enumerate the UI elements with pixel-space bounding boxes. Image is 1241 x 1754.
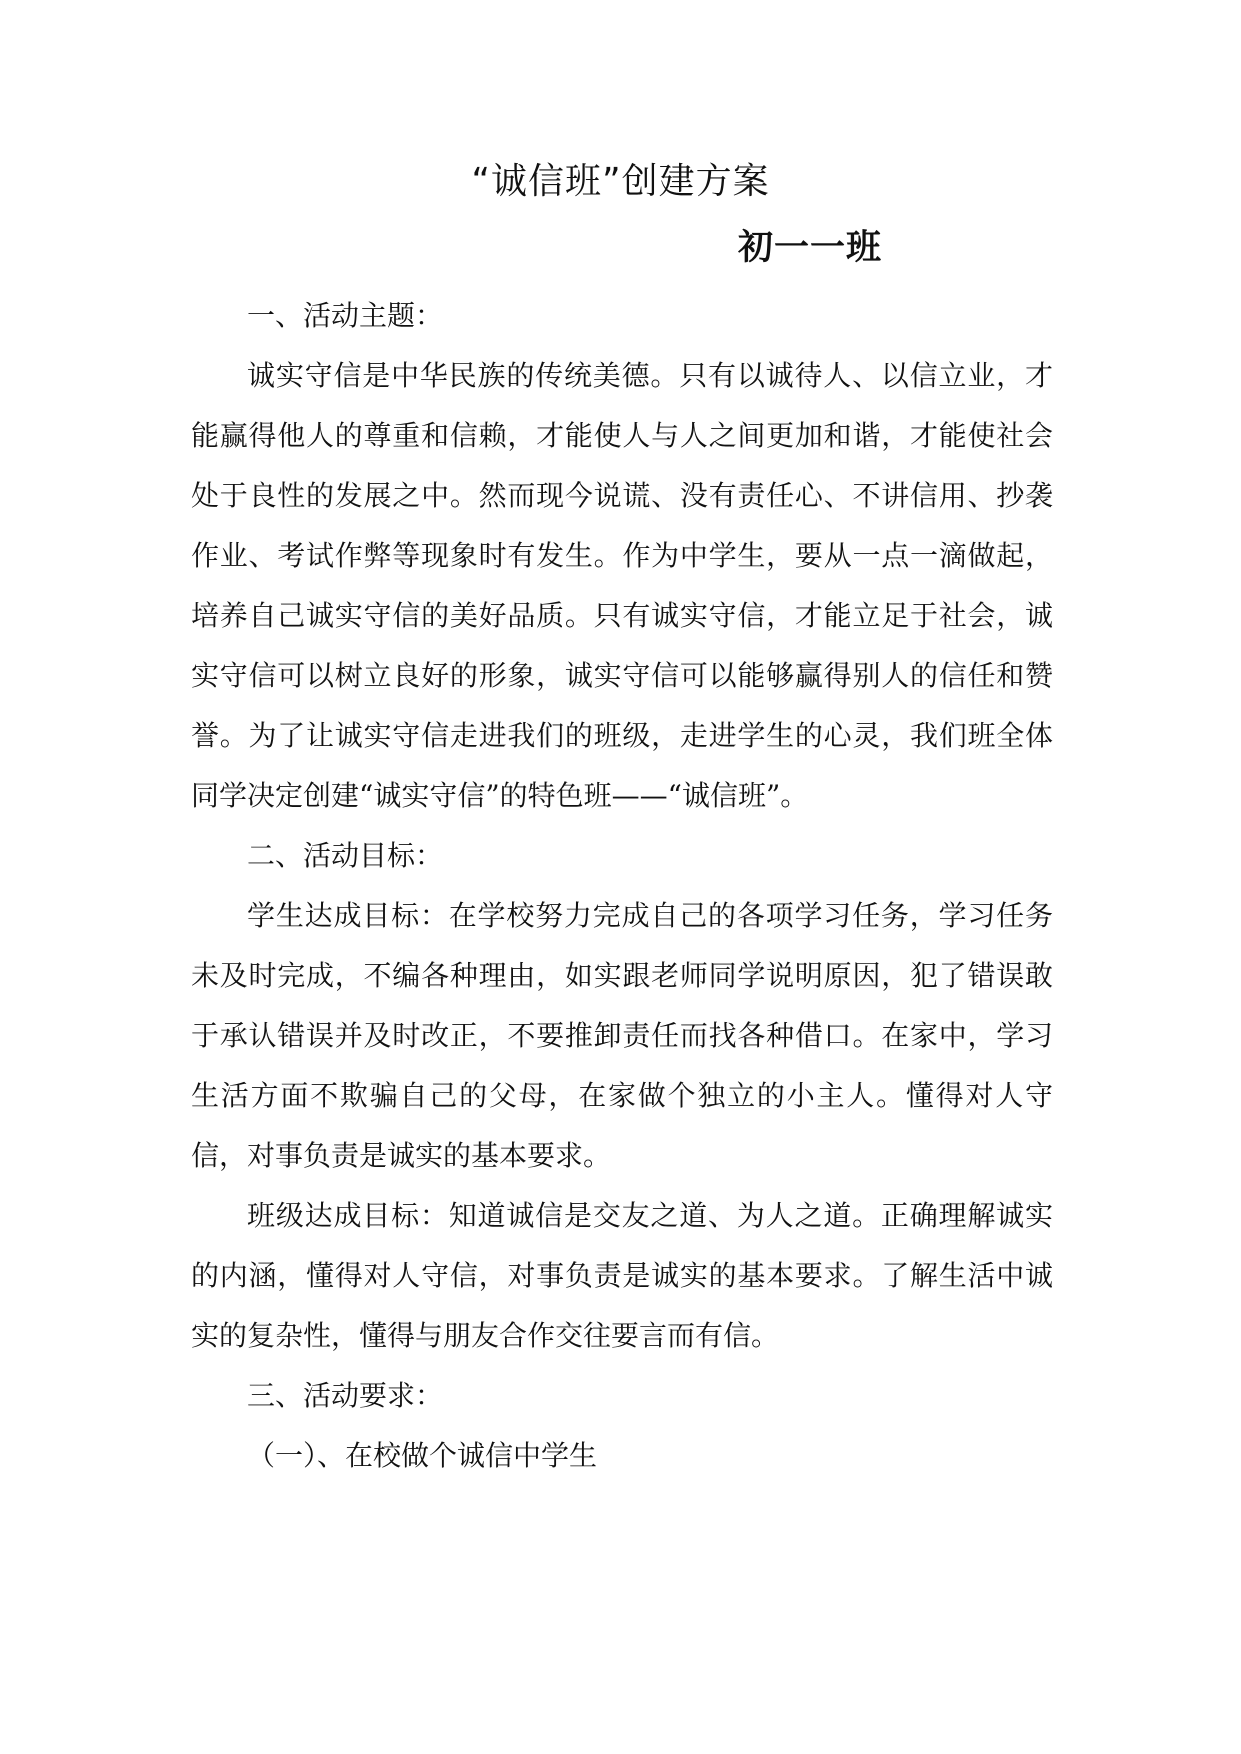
class-name: 初一一班 <box>738 228 883 268</box>
section-heading-theme: 一、活动主题： <box>247 299 444 332</box>
document-title: “诚信班”创建方案 <box>471 161 770 202</box>
paragraph-student-goals: 学生达成目标：在学校努力完成自己的各项学习任务，学习任务未及时完成，不编各种理由，如实跟老师同学说明原因，犯了错误敢于承认错误并及时改正，不要推卸责任而找各种借口。在家中，学习生活方面不欺骗自己的父母，在家做个独立的小主人。懂得对人守信，对事负责是诚实的基本要求。 <box>191 899 1053 1172</box>
section-heading-requirements: 三、活动要求： <box>247 1379 444 1412</box>
subsection-heading-school: （一）、在校做个诚信中学生 <box>247 1439 598 1472</box>
paragraph-class-goals: 班级达成目标：知道诚信是交友之道、为人之道。正确理解诚实的内涵，懂得对人守信，对事负责是诚实的基本要求。了解生活中诚实的复杂性，懂得与朋友合作交往要言而有信。 <box>191 1199 1053 1352</box>
section-heading-goals: 二、活动目标： <box>247 839 444 872</box>
paragraph-theme: 诚实守信是中华民族的传统美德。只有以诚待人、以信立业，才能赢得他人的尊重和信赖，才能使人与人之间更加和谐，才能使社会处于良性的发展之中。然而现今说谎、没有责任心、不讲信用、抄袭作业、考试作弊等现象时有发生。作为中学生，要从一点一滴做起，培养自己诚实守信的美好品质。只有诚实守信，才能立足于社会，诚实守信可以树立良好的形象，诚实守信可以能够赢得别人的信任和赞誉。为了让诚实守信走进我们的班级，走进学生的心灵，我们班全体同学决定创建“诚实守信”的特色班——“诚信班”。 <box>191 359 1053 812</box>
document-body <box>191 286 1053 1486</box>
